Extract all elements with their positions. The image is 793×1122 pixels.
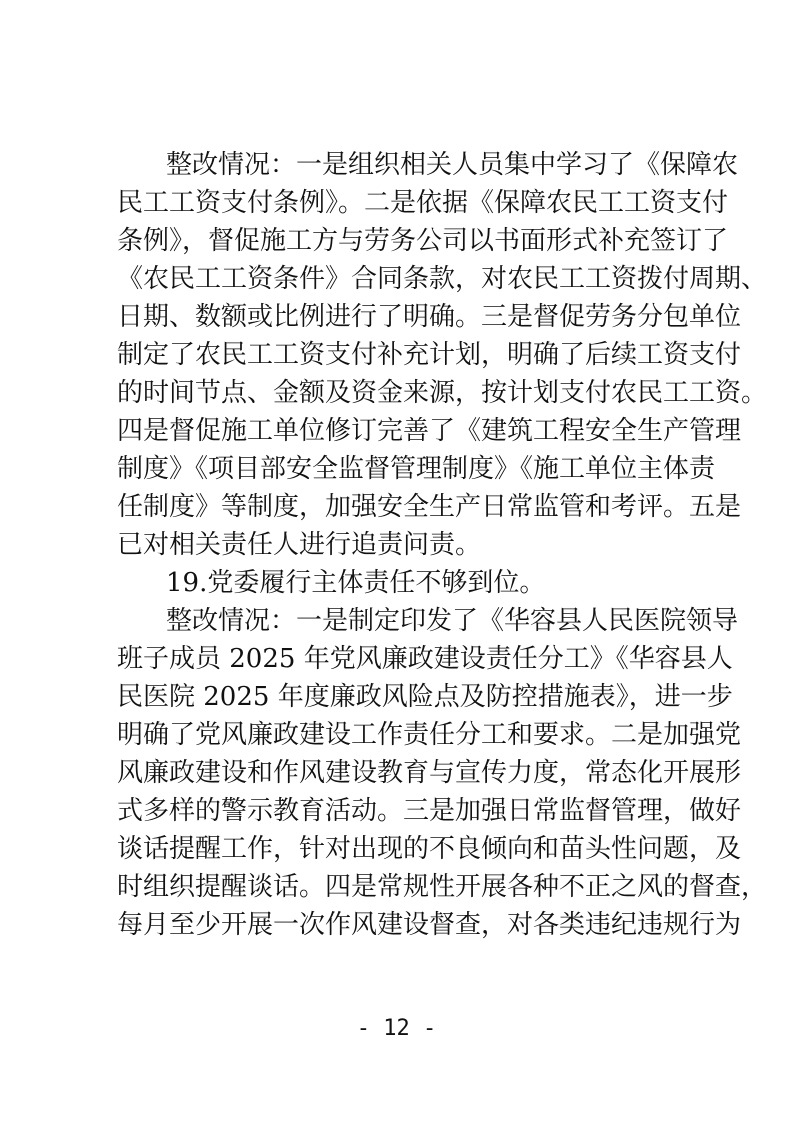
- paragraph-line: 任制度》等制度，加强安全生产日常监管和考评。五是: [117, 492, 742, 522]
- paragraph-line: 民工工资支付条例》。二是依据《保障农民工工资支付: [117, 188, 729, 218]
- paragraph-line: 每月至少开展一次作风建设督查，对各类违纪违规行为: [117, 910, 742, 940]
- paragraph-line: 已对相关责任人进行追责问责。: [117, 530, 482, 560]
- paragraph-line: 的时间节点、金额及资金来源，按计划支付农民工工资。: [117, 378, 768, 408]
- paragraph-line: 整改情况：一是制定印发了《华容县人民医院领导: [166, 606, 739, 636]
- paragraph-line: 明确了党风廉政建设工作责任分工和要求。二是加强党: [117, 720, 742, 750]
- paragraph-line: 日期、数额或比例进行了明确。三是督促劳务分包单位: [117, 302, 742, 332]
- paragraph-line: 式多样的警示教育活动。三是加强日常监督管理，做好: [117, 796, 742, 826]
- paragraph-line: 整改情况：一是组织相关人员集中学习了《保障农: [166, 150, 739, 180]
- paragraph-line: 制度》《项目部安全监督管理制度》《施工单位主体责: [117, 454, 716, 484]
- paragraph-line: 民医院 2025 年度廉政风险点及防控措施表》，进一步: [117, 682, 733, 712]
- paragraph-line: 时组织提醒谈话。四是常规性开展各种不正之风的督查，: [117, 872, 768, 902]
- paragraph-line: 四是督促施工单位修订完善了《建筑工程安全生产管理: [117, 416, 742, 446]
- paragraph-line: 谈话提醒工作，针对出现的不良倾向和苗头性问题，及: [117, 834, 742, 864]
- paragraph-line: 制定了农民工工资支付补充计划，明确了后续工资支付: [117, 340, 742, 370]
- paragraph-line: 风廉政建设和作风建设教育与宣传力度，常态化开展形: [117, 758, 742, 788]
- section-heading: 19.党委履行主体责任不够到位。: [166, 568, 546, 598]
- paragraph-line: 条例》，督促施工方与劳务公司以书面形式补充签订了: [117, 226, 729, 256]
- paragraph-line: 班子成员 2025 年党风廉政建设责任分工》《华容县人: [117, 644, 733, 674]
- page-number: - 12 -: [356, 1016, 437, 1041]
- paragraph-line: 《农民工工资条件》合同条款，对农民工工资拨付周期、: [117, 264, 768, 294]
